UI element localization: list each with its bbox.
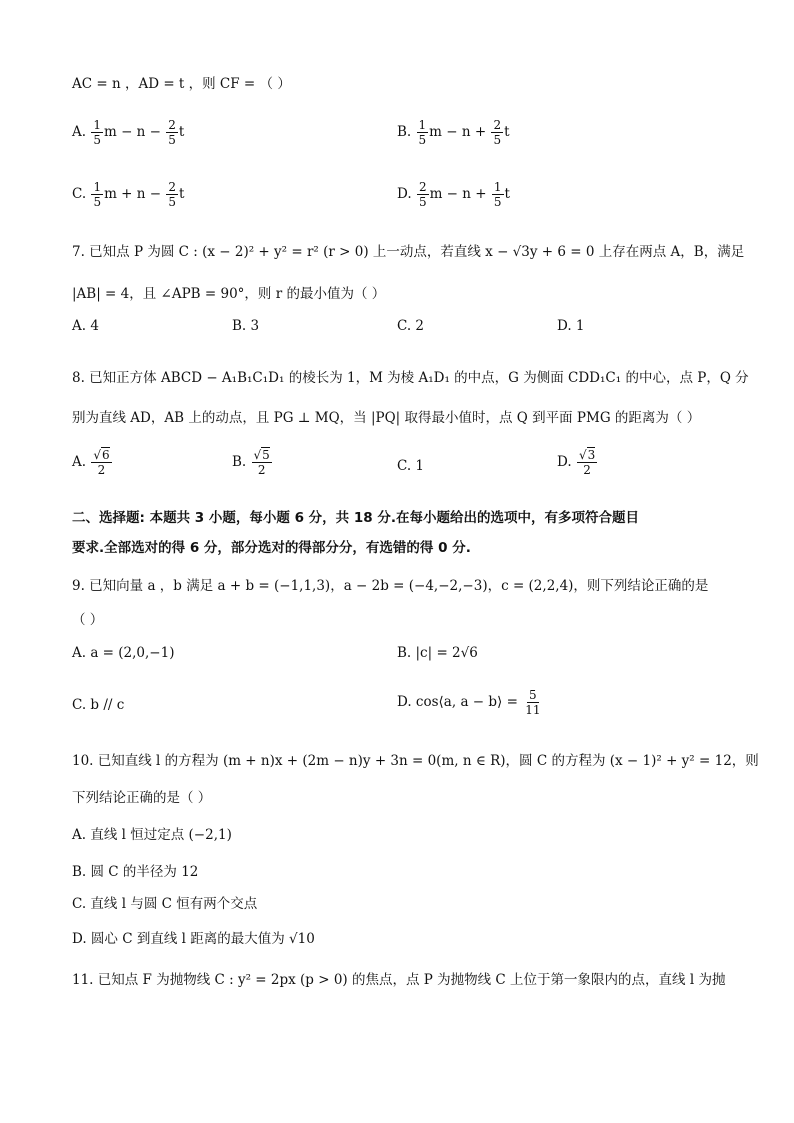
q7-option-a: A. 4 <box>72 318 99 334</box>
expression: m − n − <box>103 124 161 140</box>
radicand: 6 <box>102 448 110 462</box>
expression: t <box>178 124 185 140</box>
numerator: √6 <box>93 448 110 462</box>
q6-option-b <box>397 118 510 147</box>
numerator: 2 <box>168 180 177 194</box>
q8-option-b <box>232 448 273 477</box>
option-label: A. <box>72 124 87 140</box>
denominator: 5 <box>493 133 502 147</box>
q9-option-d <box>397 688 543 717</box>
expression: m + n − <box>104 186 162 202</box>
q7-line-2: |AB| = 4，且 ∠APB = 90°，则 r 的最小值为（ ） <box>72 286 386 302</box>
denominator: 5 <box>418 195 427 209</box>
q10-option-d: D. 圆心 C 到直线 l 距离的最大值为 √10 <box>72 931 315 947</box>
expression: D. cos⟨a, a − b⟩ = <box>397 694 518 710</box>
fraction <box>417 180 429 209</box>
q7-option-c: C. 2 <box>397 318 425 334</box>
q10-option-b: B. 圆 C 的半径为 12 <box>72 864 199 880</box>
option-label: B. <box>397 124 412 140</box>
q9-line-2: （ ） <box>72 612 104 628</box>
expression: t <box>504 186 510 202</box>
option-label: A. <box>72 454 87 470</box>
numerator: √5 <box>253 448 270 462</box>
radicand: 5 <box>262 448 270 462</box>
fraction <box>166 180 178 209</box>
q6-option-d <box>397 180 510 209</box>
fraction <box>252 448 272 477</box>
q8-option-a <box>72 448 113 477</box>
denominator: 11 <box>525 703 541 717</box>
fraction <box>166 118 178 147</box>
fraction <box>492 180 504 209</box>
numerator: 1 <box>93 118 101 132</box>
denominator: 2 <box>97 463 106 477</box>
denominator: 5 <box>493 195 502 209</box>
numerator: √3 <box>578 448 596 462</box>
option-label: C. <box>72 186 87 202</box>
option-label: D. <box>557 454 572 470</box>
q6-option-c <box>72 180 184 209</box>
q11-line-1: 11. 已知点 F 为抛物线 C : y² = 2px (p > 0) 的焦点，点 P 为抛物线 C 上位于第一象限内的点，直线 l 为抛 <box>72 972 726 988</box>
numerator: 1 <box>93 180 102 194</box>
expression: m − n + <box>429 124 487 140</box>
q10-line-2: 下列结论正确的是（ ） <box>72 790 212 806</box>
expression: t <box>504 124 510 140</box>
q6-option-a <box>72 118 184 147</box>
expression: m − n + <box>429 186 487 202</box>
q8-line-2: 别为直线 AD，AB 上的动点，且 PG ⊥ MQ，当 |PQ| 取得最小值时，点 Q 到平面 PMG 的距离为（ ） <box>72 410 701 426</box>
q9-option-c: C. b // c <box>72 697 125 713</box>
numerator: 2 <box>168 118 176 132</box>
q8-line-1: 8. 已知正方体 ABCD − A₁B₁C₁D₁ 的棱长为 1，M 为棱 A₁D₁ 的中点，G 为侧面 CDD₁C₁ 的中心，点 P，Q 分 <box>72 370 749 386</box>
fraction <box>491 118 503 147</box>
denominator: 2 <box>583 463 591 477</box>
option-label: D. <box>397 186 412 202</box>
fraction <box>523 688 542 717</box>
q8-option-d <box>557 448 598 477</box>
fraction <box>417 118 429 147</box>
fraction <box>91 448 111 477</box>
q10-option-c: C. 直线 l 与圆 C 恒有两个交点 <box>72 896 258 912</box>
q7-line-1: 7. 已知点 P 为圆 C : (x − 2)² + y² = r² (r > 0) 上一动点，若直线 x − √3y + 6 = 0 上存在两点 A，B，满足 <box>72 244 745 260</box>
numerator: 1 <box>418 118 427 132</box>
numerator: 2 <box>493 118 502 132</box>
q10-option-a: A. 直线 l 恒过定点 (−2,1) <box>72 827 232 843</box>
fraction <box>91 180 103 209</box>
q9-option-b: B. |c| = 2√6 <box>397 645 478 661</box>
denominator: 5 <box>418 133 427 147</box>
fraction <box>577 448 597 477</box>
denominator: 5 <box>168 195 177 209</box>
numerator: 5 <box>529 688 537 702</box>
q7-option-d: D. 1 <box>557 318 585 334</box>
q7-option-b: B. 3 <box>232 318 260 334</box>
denominator: 5 <box>93 195 102 209</box>
q10-line-1: 10. 已知直线 l 的方程为 (m + n)x + (2m − n)y + 3n = 0(m, n ∈ R)，圆 C 的方程为 (x − 1)² + y² = 12，则 <box>72 753 759 769</box>
fraction <box>91 118 103 147</box>
q9-option-a: A. a = (2,0,−1) <box>72 645 175 661</box>
q6-tail-line: AC = n ，AD = t ，则 CF = （ ） <box>72 76 291 92</box>
denominator: 5 <box>93 133 101 147</box>
expression: t <box>179 186 185 202</box>
q8-option-c: C. 1 <box>397 458 425 474</box>
denominator: 2 <box>257 463 266 477</box>
q9-line-1: 9. 已知向量 a ，b 满足 a + b = (−1,1,3)，a − 2b = (−4,−2,−3)，c = (2,2,4)，则下列结论正确的是 <box>72 578 709 594</box>
section-2-heading-line-2: 要求.全部选对的得 6 分，部分选对的得部分分，有选错的得 0 分. <box>72 540 471 556</box>
numerator: 2 <box>418 180 427 194</box>
denominator: 5 <box>168 133 176 147</box>
section-2-heading-line-1: 二、选择题: 本题共 3 小题，每小题 6 分，共 18 分.在每小题给出的选项中，有多项符合题目 <box>72 510 639 526</box>
radicand: 3 <box>587 448 596 462</box>
option-label: B. <box>232 454 247 470</box>
numerator: 1 <box>493 180 502 194</box>
